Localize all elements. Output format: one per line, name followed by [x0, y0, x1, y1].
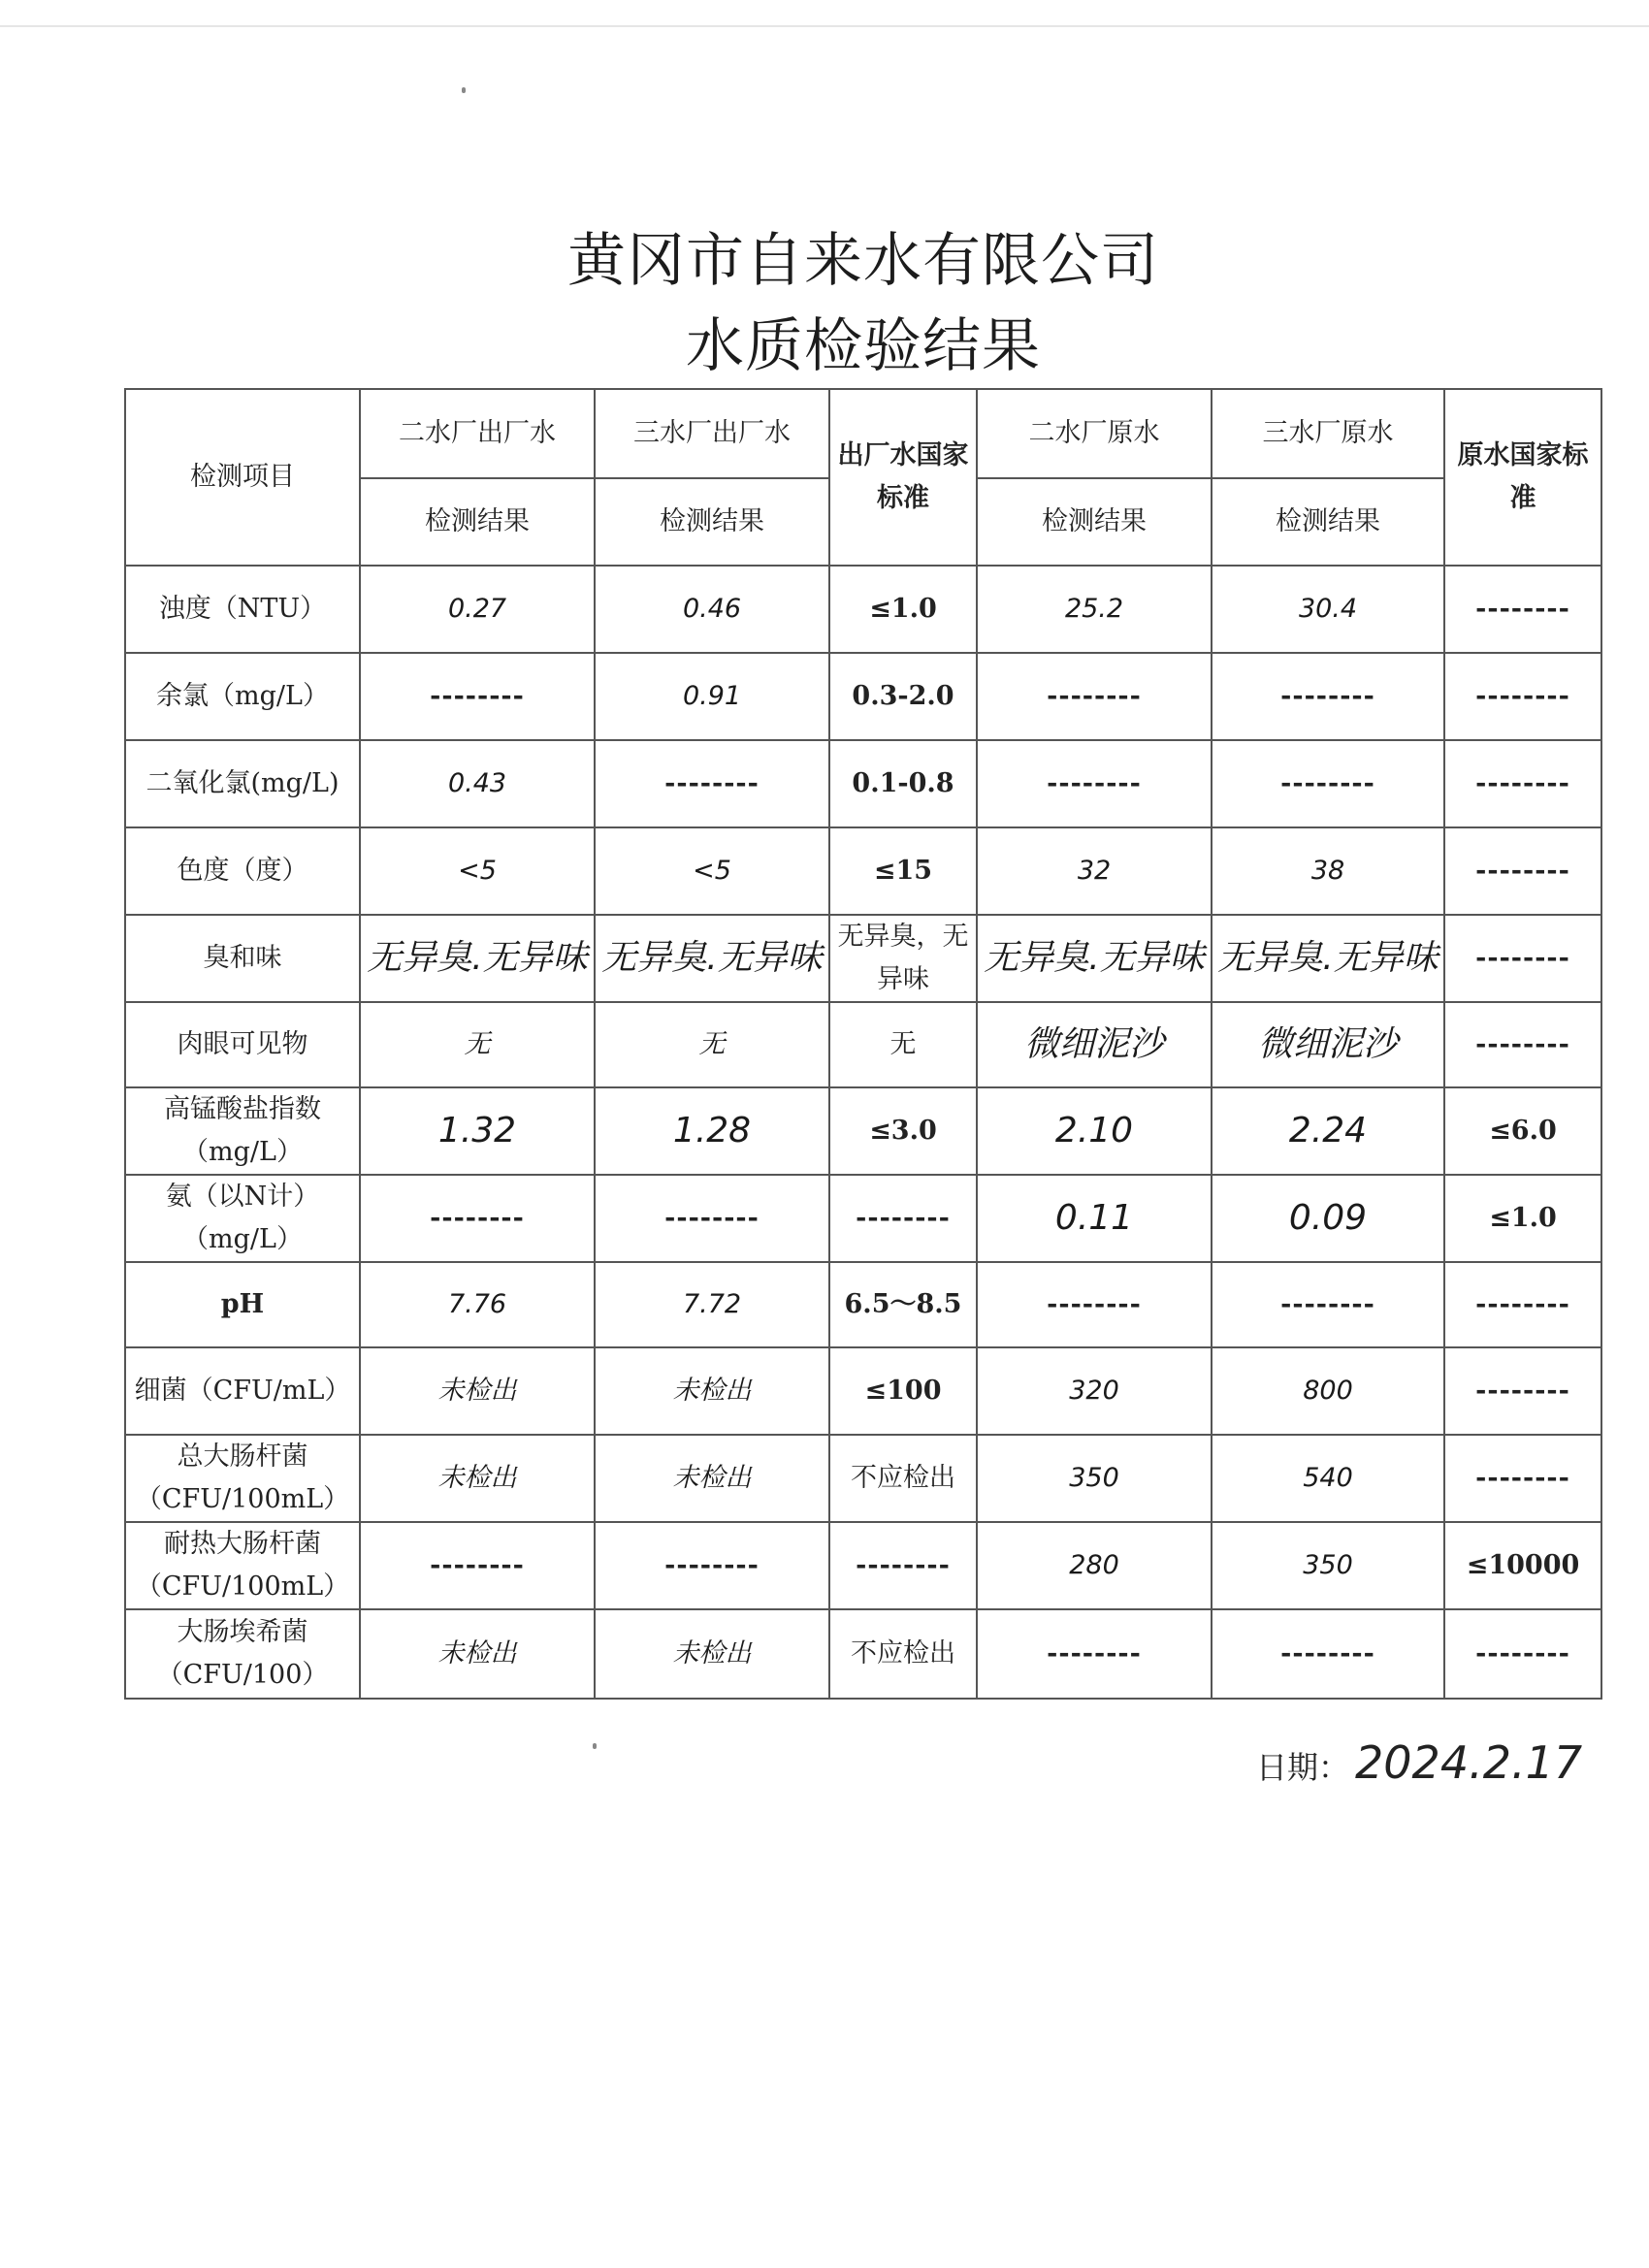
plant3-raw-value: 30.4 — [1212, 566, 1444, 653]
plant2-raw-value: -------- — [977, 740, 1212, 827]
plant3-raw-value: 2.24 — [1212, 1087, 1444, 1175]
raw-standard-value: -------- — [1444, 1347, 1601, 1435]
header-result: 检测结果 — [595, 478, 829, 566]
raw-standard-value: -------- — [1444, 915, 1601, 1002]
item-name: 余氯（mg/L） — [125, 653, 360, 740]
raw-standard-value: -------- — [1444, 827, 1601, 915]
header-plant3-finished: 三水厂出厂水 — [595, 389, 829, 478]
plant3-raw-value: 350 — [1212, 1522, 1444, 1609]
scan-speck — [593, 1743, 597, 1749]
finished-standard-value: ≤1.0 — [829, 566, 977, 653]
header-result: 检测结果 — [977, 478, 1212, 566]
finished-standard-value: -------- — [829, 1522, 977, 1609]
plant2-raw-value: 350 — [977, 1435, 1212, 1522]
plant3-raw-value: 38 — [1212, 827, 1444, 915]
finished-standard-value: ≤3.0 — [829, 1087, 977, 1175]
table-row — [125, 915, 1601, 1002]
plant3-finished-value: -------- — [595, 1522, 829, 1609]
item-name: 臭和味 — [125, 915, 360, 1002]
table-row — [125, 653, 1601, 740]
company-name: 黄冈市自来水有限公司 — [567, 227, 1159, 295]
raw-standard-value: -------- — [1444, 566, 1601, 653]
plant2-raw-value: 280 — [977, 1522, 1212, 1609]
item-name: 总大肠杆菌（CFU/100mL） — [125, 1435, 360, 1522]
plant2-finished-value: 1.32 — [360, 1087, 595, 1175]
plant2-finished-value: 未检出 — [360, 1609, 595, 1699]
item-name: 氨（以N计）（mg/L） — [125, 1175, 360, 1262]
plant3-raw-value: 540 — [1212, 1435, 1444, 1522]
finished-standard-value: 6.5～8.5 — [829, 1262, 977, 1347]
plant2-raw-value: 微细泥沙 — [977, 1002, 1212, 1087]
plant2-finished-value: -------- — [360, 653, 595, 740]
item-name: pH — [125, 1262, 360, 1347]
finished-standard-value: -------- — [829, 1175, 977, 1262]
plant3-finished-value: <5 — [595, 827, 829, 915]
item-name: 细菌（CFU/mL） — [125, 1347, 360, 1435]
plant3-finished-value: 未检出 — [595, 1609, 829, 1699]
table-row — [125, 1002, 1601, 1087]
header-result: 检测结果 — [1212, 478, 1444, 566]
scan-speck — [462, 87, 466, 93]
item-name: 高锰酸盐指数（mg/L） — [125, 1087, 360, 1175]
table-row — [125, 1262, 1601, 1347]
plant3-finished-value: 0.91 — [595, 653, 829, 740]
item-name: 二氧化氯(mg/L) — [125, 740, 360, 827]
raw-standard-value: -------- — [1444, 1609, 1601, 1699]
plant2-finished-value: 无 — [360, 1002, 595, 1087]
table-row — [125, 566, 1601, 653]
raw-standard-value: ≤10000 — [1444, 1522, 1601, 1609]
plant2-finished-value: 0.43 — [360, 740, 595, 827]
plant2-finished-value: -------- — [360, 1175, 595, 1262]
table-row — [125, 1435, 1601, 1522]
table-row — [125, 1522, 1601, 1609]
finished-standard-value: 无 — [829, 1002, 977, 1087]
date-label: 日期： — [1256, 1749, 1350, 1786]
raw-standard-value: -------- — [1444, 1262, 1601, 1347]
plant3-finished-value: 1.28 — [595, 1087, 829, 1175]
plant2-raw-value: -------- — [977, 1609, 1212, 1699]
header-item: 检测项目 — [125, 389, 360, 566]
plant2-finished-value: -------- — [360, 1522, 595, 1609]
plant3-raw-value: -------- — [1212, 1609, 1444, 1699]
raw-standard-value: ≤6.0 — [1444, 1087, 1601, 1175]
item-name: 色度（度） — [125, 827, 360, 915]
plant2-raw-value: 320 — [977, 1347, 1212, 1435]
raw-standard-value: ≤1.0 — [1444, 1175, 1601, 1262]
plant2-finished-value: <5 — [360, 827, 595, 915]
plant3-finished-value: 未检出 — [595, 1347, 829, 1435]
document-title — [0, 218, 1649, 389]
plant2-finished-value: 7.76 — [360, 1262, 595, 1347]
plant3-raw-value: 0.09 — [1212, 1175, 1444, 1262]
table-row — [125, 1087, 1601, 1175]
finished-standard-value: 0.1-0.8 — [829, 740, 977, 827]
plant2-raw-value: 32 — [977, 827, 1212, 915]
plant2-raw-value: 0.11 — [977, 1175, 1212, 1262]
table-row — [125, 827, 1601, 915]
plant2-finished-value: 未检出 — [360, 1435, 595, 1522]
finished-standard-value: 不应检出 — [829, 1609, 977, 1699]
finished-standard-value: ≤100 — [829, 1347, 977, 1435]
raw-standard-value: -------- — [1444, 740, 1601, 827]
plant3-finished-value: 未检出 — [595, 1435, 829, 1522]
report-date — [1256, 1736, 1582, 1789]
table-row — [125, 1347, 1601, 1435]
finished-standard-value: 0.3-2.0 — [829, 653, 977, 740]
scan-edge-line — [0, 25, 1649, 27]
raw-standard-value: -------- — [1444, 1002, 1601, 1087]
plant3-finished-value: 7.72 — [595, 1262, 829, 1347]
item-name: 肉眼可见物 — [125, 1002, 360, 1087]
plant2-raw-value: -------- — [977, 1262, 1212, 1347]
table-row — [125, 1175, 1601, 1262]
finished-standard-value: 不应检出 — [829, 1435, 977, 1522]
header-plant3-raw: 三水厂原水 — [1212, 389, 1444, 478]
plant3-finished-value: 0.46 — [595, 566, 829, 653]
report-title: 水质检验结果 — [686, 312, 1041, 380]
table-row — [125, 1609, 1601, 1699]
plant3-raw-value: -------- — [1212, 653, 1444, 740]
plant2-finished-value: 未检出 — [360, 1347, 595, 1435]
plant3-raw-value: 微细泥沙 — [1212, 1002, 1444, 1087]
header-finished-standard: 出厂水国家标准 — [829, 389, 977, 566]
plant3-raw-value: 800 — [1212, 1347, 1444, 1435]
plant3-finished-value: 无异臭.无异味 — [595, 915, 829, 1002]
plant3-raw-value: -------- — [1212, 740, 1444, 827]
header-row — [125, 389, 1601, 478]
raw-standard-value: -------- — [1444, 1435, 1601, 1522]
table-row — [125, 740, 1601, 827]
plant3-finished-value: 无 — [595, 1002, 829, 1087]
raw-standard-value: -------- — [1444, 653, 1601, 740]
plant3-finished-value: -------- — [595, 1175, 829, 1262]
item-name: 大肠埃希菌（CFU/100） — [125, 1609, 360, 1699]
item-name: 浊度（NTU） — [125, 566, 360, 653]
finished-standard-value: ≤15 — [829, 827, 977, 915]
plant2-raw-value: 25.2 — [977, 566, 1212, 653]
plant2-finished-value: 0.27 — [360, 566, 595, 653]
date-value: 2024.2.17 — [1355, 1736, 1583, 1789]
header-raw-standard: 原水国家标准 — [1444, 389, 1601, 566]
header-plant2-raw: 二水厂原水 — [977, 389, 1212, 478]
header-plant2-finished: 二水厂出厂水 — [360, 389, 595, 478]
water-quality-table — [124, 388, 1602, 1700]
plant3-raw-value: 无异臭.无异味 — [1212, 915, 1444, 1002]
plant2-raw-value: 无异臭.无异味 — [977, 915, 1212, 1002]
plant2-finished-value: 无异臭.无异味 — [360, 915, 595, 1002]
plant2-raw-value: -------- — [977, 653, 1212, 740]
item-name: 耐热大肠杆菌（CFU/100mL） — [125, 1522, 360, 1609]
finished-standard-value: 无异臭，无异味 — [829, 915, 977, 1002]
plant3-raw-value: -------- — [1212, 1262, 1444, 1347]
plant3-finished-value: -------- — [595, 740, 829, 827]
plant2-raw-value: 2.10 — [977, 1087, 1212, 1175]
header-result: 检测结果 — [360, 478, 595, 566]
